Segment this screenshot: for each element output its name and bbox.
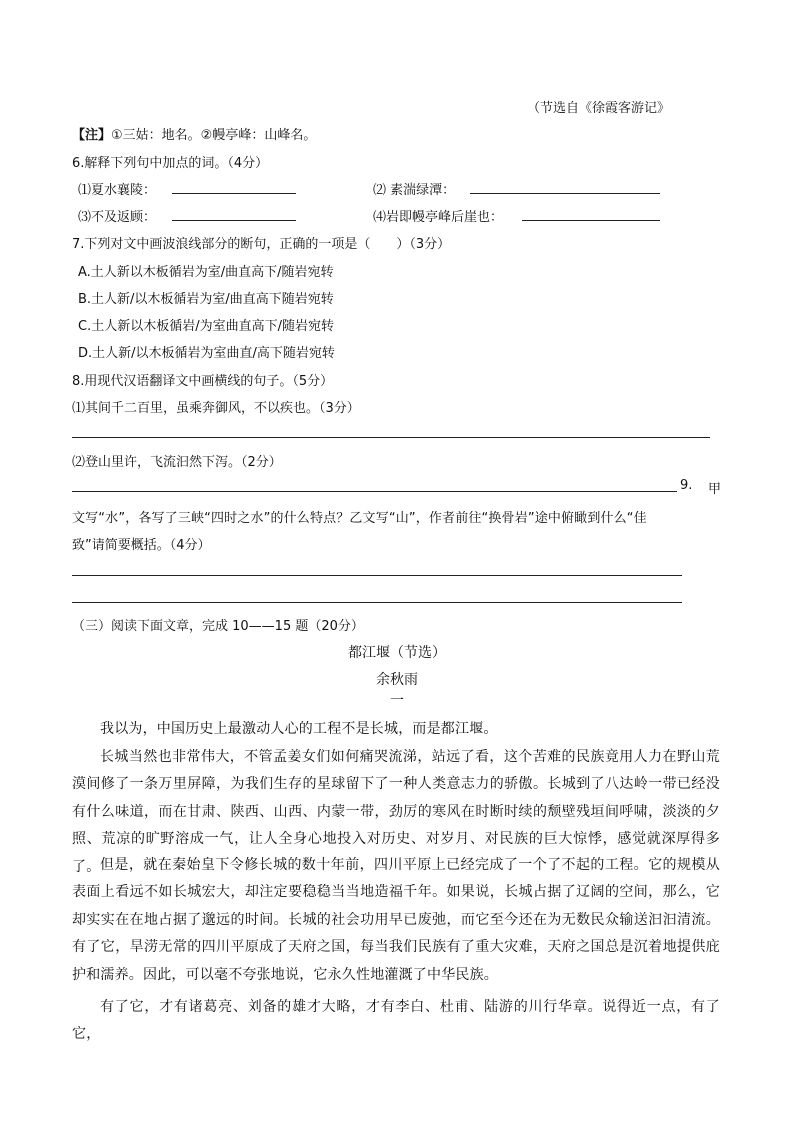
q6-item-2 xyxy=(373,179,455,198)
q7-option-a[interactable]: A.土人新以木板循岩为室/曲直高下/随岩宛转 xyxy=(78,265,334,280)
q6-blank-4[interactable] xyxy=(522,220,660,221)
q7-option-d[interactable]: D.土人新/以木板循岩为室曲直/高下随岩宛转 xyxy=(78,346,335,361)
q7-option-b[interactable]: B.土人新/以木板循岩为室/曲直高下随岩宛转 xyxy=(78,292,334,307)
q7-option-c[interactable]: C.土人新以木板循岩/为室曲直高下/随岩宛转 xyxy=(78,319,334,334)
q6-blank-2[interactable] xyxy=(470,193,660,194)
article-title: 都江堰（节选） xyxy=(348,645,446,661)
q9-number: 9. xyxy=(680,478,693,493)
q6-item-2-text: ⑵ 素湍绿潭： xyxy=(373,183,456,198)
q6-blank-1[interactable] xyxy=(172,193,296,194)
q6-stem: 6.解释下列句中加点的词。（4分） xyxy=(72,156,269,171)
article-part-number: 一 xyxy=(390,693,404,709)
q6-item-1 xyxy=(78,179,156,198)
note-text: ①三姑：地名。②幔亭峰：山峰名。 xyxy=(111,128,317,143)
note-label: 【注】 xyxy=(72,128,112,143)
q8-item-2: ⑵登山里许，飞流汩然下泻。（2分） xyxy=(72,455,282,470)
article-paragraph-4: 有了它，才有诸葛亮、刘备的雄才大略，才有李白、杜甫、陆游的川行华章。说得近一点，有了它， xyxy=(72,999,720,1043)
q6-blank-3[interactable] xyxy=(172,220,296,221)
q8-stem: 8.用现代汉语翻译文中画横线的句子。（5分） xyxy=(72,374,334,389)
q6-item-4-text: ⑷岩即幔亭峰后崖也： xyxy=(373,210,504,225)
q6-item-3 xyxy=(78,206,156,225)
article-paragraph-1: 我以为，中国历史上最激动人心的工程不是长城，而是都江堰。 xyxy=(100,721,498,737)
q9-answer-line-2[interactable] xyxy=(72,602,682,603)
q9-answer-line-1[interactable] xyxy=(72,575,682,576)
q9-start: 甲 xyxy=(708,482,722,497)
q7-stem: 7.下列对文中画波浪线部分的断句，正确的一项是（ ）（3分） xyxy=(72,237,451,252)
article-paragraph-2: 长城当然也非常伟大，不管孟姜女们如何痛哭流涕，站远了看，这个苦难的民族竟用人力在野山荒漠间修了一条万里屏障，为我们生存的星球留下了一种人类意志力的骄傲。长城到了八达岭一带已经没有什么味道，而在甘肃、陕西、山西、内蒙一带，劲厉的寒风在时断时续的颓壁残垣间呼啸，淡淡的夕照、荒凉的旷野溶成一气，让人全身心地投入对历史、对岁月、对民族的巨大惊悸，感觉就深厚得多了。 xyxy=(72,749,720,875)
source-note: （节选自《徐霞客游记》 xyxy=(527,101,671,116)
q6-item-1-text: ⑴夏水襄陵： xyxy=(78,183,157,198)
article-author: 余秋雨 xyxy=(376,672,418,688)
q6-item-3-text: ⑶不及返顾： xyxy=(78,210,157,225)
annotation-note xyxy=(72,124,316,143)
article-paragraph-3: 但是，就在秦始皇下令修长城的数十年前，四川平原上已经完成了一个了不起的工程。它的规模从表面上看远不如长城宏大，却注定要稳稳当当地造福千年。如果说，长城占据了辽阔的空间，那么，它却实实在在地占据了邈远的时间。长城的社会功用早已废弛，而它至今还在为无数民众输送汩汩清流。有了它，旱涝无常的四川平原成了天府之国，每当我们民族有了重大灾难，天府之国总是沉着地提供庇护和濡养。因此，可以毫不夸张地说，它永久性地灌溉了中华民族。 xyxy=(72,857,720,983)
section3-heading: （三）阅读下面文章，完成 10——15 题（20分） xyxy=(72,619,364,634)
q9-line-2: 文写“水”，各写了三峡“四时之水”的什么特点？乙文写“山”，作者前往“换骨岩”途中俯瞰到什么“佳 xyxy=(72,511,647,526)
q8-item-1: ⑴其间千二百里，虽乘奔御风，不以疾也。（3分） xyxy=(72,401,360,416)
q6-item-4 xyxy=(373,206,503,225)
q9-line-3: 致”请简要概括。（4分） xyxy=(72,538,211,553)
q8-answer-line-1[interactable] xyxy=(72,437,710,438)
q8-answer-line-2[interactable] xyxy=(72,491,677,492)
